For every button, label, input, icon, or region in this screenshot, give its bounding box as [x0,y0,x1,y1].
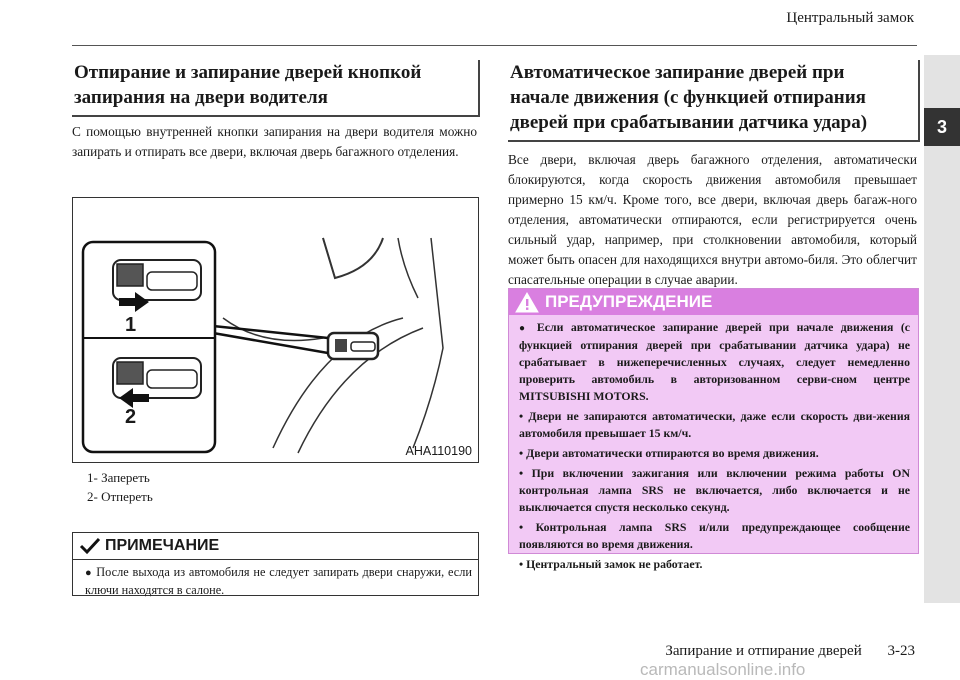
chapter-number: 3 [924,108,960,146]
auto-lock-paragraph: Все двери, включая дверь багажного отделения, автоматически блокируются, когда скорость движения автомобиля превышает примерно 15 км/ч. Кроме того, все двери, включая дверь багаж-ного отделения, автоматически отпираются, если регистрируется очень сильный удар, например, при столкновении автомобиля, который может быть опасен для находящихся внутри автомо-биля. Это облегчит спасательные операции в случае аварии. [508,152,917,287]
note-box [72,532,479,596]
intro-paragraph: С помощью внутренней кнопки запирания на двери водителя можно запирать и отпирать все двери, включая дверь багажного отделения. [72,124,477,159]
warning-item: • Двери автоматически отпираются во время движения. [519,446,819,460]
heading-line: запирания на двери водителя [74,87,328,108]
bullet-icon: ● [85,567,93,579]
figure-code: AHA110190 [405,444,472,458]
note-text: После выхода из автомобиля не следует запирать двери снаружи, если ключи находятся в салоне. [85,565,472,597]
page-footer [665,643,915,660]
checkmark-icon [79,537,101,555]
bullet-icon: ● [519,323,530,334]
warning-main [519,319,910,405]
footer-section: Запирание и отпирание дверей [665,643,862,659]
note-header [73,533,478,560]
heading-line: Отпирание и запирание дверей кнопкой [74,62,422,83]
header-rule [72,45,917,46]
warning-item: • Контрольная лампа SRS и/или предупреждающее сообщение появляются во время движения. [519,520,910,551]
heading-line: Автоматическое запирание дверей при [510,62,845,83]
warning-item: • Двери не запираются автоматически, даже если скорость дви-жения автомобиля превышает 15 км/ч. [519,409,910,440]
figure-captions [87,468,153,506]
section-heading-driver-lock [72,60,480,117]
warning-item: • При включении зажигания или включении режима работы ON контрольная лампа SRS не включается, либо включается и не выключается спустя несколько секунд. [519,466,910,514]
warning-item: • Центральный замок не работает. [519,557,703,571]
note-title: ПРИМЕЧАНИЕ [105,537,220,554]
caption-item: 2- Отпереть [87,489,153,504]
door-lock-figure [72,197,479,463]
warning-header [509,289,918,315]
heading-line: дверей при срабатывании датчика удара) [510,112,868,133]
page-number: 3-23 [887,643,915,659]
warning-box [508,288,919,571]
watermark: carmanualsonline.info [640,660,806,679]
warning-title: ПРЕДУПРЕЖДЕНИЕ [545,292,713,311]
heading-line: начале движения (с функцией отпирания [510,87,866,108]
caption-item: 1- Запереть [87,470,150,485]
warning-body [519,319,910,576]
warning-triangle-icon [515,292,539,313]
note-text-wrap [85,564,472,599]
callout-2: 2 [125,406,137,428]
warning-main-text: Если автоматическое запирание дверей при начале движения (с функцией отпирания дверей при срабатывании датчика удара) не срабатывает в нижеперечисленных случаях, следует немедленно проверить автомобиль в авторизованном серви-сном центре MITSUBISHI MOTORS. [519,320,911,403]
section-heading-auto-lock [508,60,920,142]
running-header: Центральный замок [786,10,914,26]
callout-1: 1 [125,314,137,336]
